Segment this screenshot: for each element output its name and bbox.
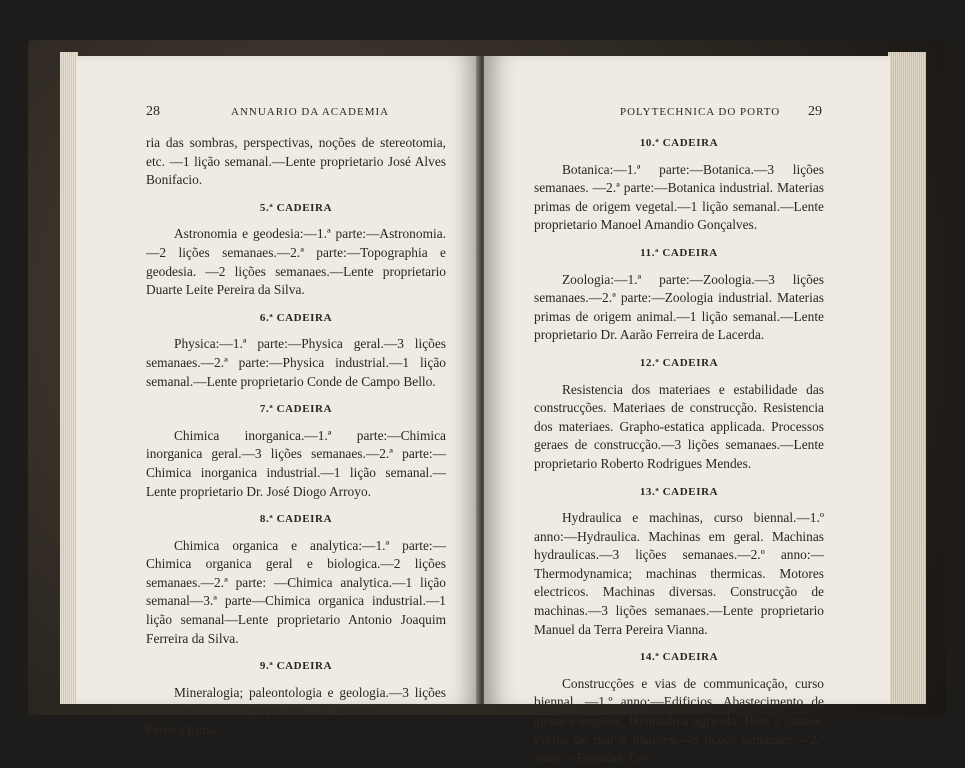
left-page-number: 28: [146, 104, 160, 119]
section-heading: 6.ª CADEIRA: [259, 311, 333, 324]
section-paragraph: Chimica organica e analytica:—1.ª parte:—Chimica organica geral e biologica.—2 lições semanaes.—2.ª parte: —Chimica analytica.—1 lição semanal—3.ª parte—Chimica organica industrial.—1 lição semanal—Lente proprietario Antonio Joaquim Ferreira da Silva.: [146, 537, 446, 646]
section-heading: 7.ª CADEIRA: [259, 403, 333, 416]
left-running-header: ANNUARIO DA ACADEMIA: [231, 106, 390, 118]
right-page-number: 29: [808, 104, 822, 119]
right-page-edges: [888, 52, 926, 704]
right-page: [484, 56, 890, 766]
left-page-body: [146, 134, 446, 740]
right-running-header: POLYTECHNICA DO PORTO: [620, 106, 781, 118]
section-paragraph: Zoologia:—1.ª parte:—Zoologia.—3 lições semanaes.—2.ª parte:—Zoologia industrial. Materias primas de origem animal.—1 lição semanal.—Lente proprietario Dr. Aarão Ferreira de Lacerda.: [534, 271, 824, 343]
section-heading: 5.ª CADEIRA: [259, 201, 333, 214]
section-paragraph: Botanica:—1.ª parte:—Botanica.—3 lições semanaes. —2.ª parte:—Botanica industrial. Materias primas de origem vegetal.—1 lição semanal.—Lente proprietario Manoel Amandio Gonçalves.: [534, 161, 824, 233]
section-paragraph: Astronomia e geodesia:—1.ª parte:—Astronomia.—2 lições semanaes.—2.ª parte:—Topographia e geodesia. —2 lições semanaes.—Lente proprietario Duarte Leite Pereira da Silva.: [146, 226, 446, 298]
left-intro-paragraph: ria das sombras, perspectivas, noções de stereotomia, etc. —1 lição semanal.—Lente proprietario José Alves Bonifacio.: [146, 135, 446, 188]
section-heading: 11.ª CADEIRA: [640, 246, 718, 259]
section-heading: 13.ª CADEIRA: [639, 485, 719, 498]
section-heading: 9.ª CADEIRA: [259, 660, 333, 673]
section-heading: 12.ª CADEIRA: [639, 356, 719, 369]
left-page: [76, 56, 480, 738]
section-paragraph: Mineralogia; paleontologia e geologia.—3 lições semanaes.—Lente proprietario Dr. Wenceslau de Souza Pereira Lima.: [146, 684, 446, 738]
section-paragraph: Physica:—1.ª parte:—Physica geral.—3 lições semanaes.—2.ª parte:—Physica industrial.—1 lição semanal.—Lente proprietario Conde de Campo Bello.: [146, 336, 446, 389]
section-paragraph: Construcções e vias de communicação, curso biennal. —1.º anno:—Edificios. Abastecimento de aguas e esgotos. Hydraulica agricola. Rios e canaes. Portos de mar e pharoes.—3 lições semanaes.—2.º anno:—Estradas. Ca-: [534, 675, 824, 766]
section-paragraph: Chimica inorganica.—1.ª parte:—Chimica inorganica geral.—3 lições semanaes.—2.ª parte:—Chimica inorganica industrial.—1 lição semanal.—Lente proprietario Dr. José Diogo Arroyo.: [146, 427, 446, 499]
section-paragraph: Resistencia dos materiaes e estabilidade das construcções. Materiaes de construcção. Resistencia dos materiaes. Grapho-estatica applicada. Processos geraes de construcção.—3 lições semanaes.—Lente proprietario Roberto Rodrigues Mendes.: [534, 381, 824, 471]
section-heading: 10.ª CADEIRA: [639, 137, 719, 149]
section-paragraph: Hydraulica e machinas, curso biennal.—1.º anno:—Hydraulica. Machinas em geral. Machinas hydraulicas.—3 lições semanaes.—2.º anno:—Thermodynamica; machinas thermicas. Motores electricos. Machinas diversas. Construcção de machinas.—3 lições semanaes.—Lente proprietario Manuel da Terra Pereira Vianna.: [534, 510, 824, 637]
section-heading: 8.ª CADEIRA: [259, 513, 333, 526]
section-heading: 14.ª CADEIRA: [639, 651, 719, 664]
right-page-body: [534, 134, 824, 768]
